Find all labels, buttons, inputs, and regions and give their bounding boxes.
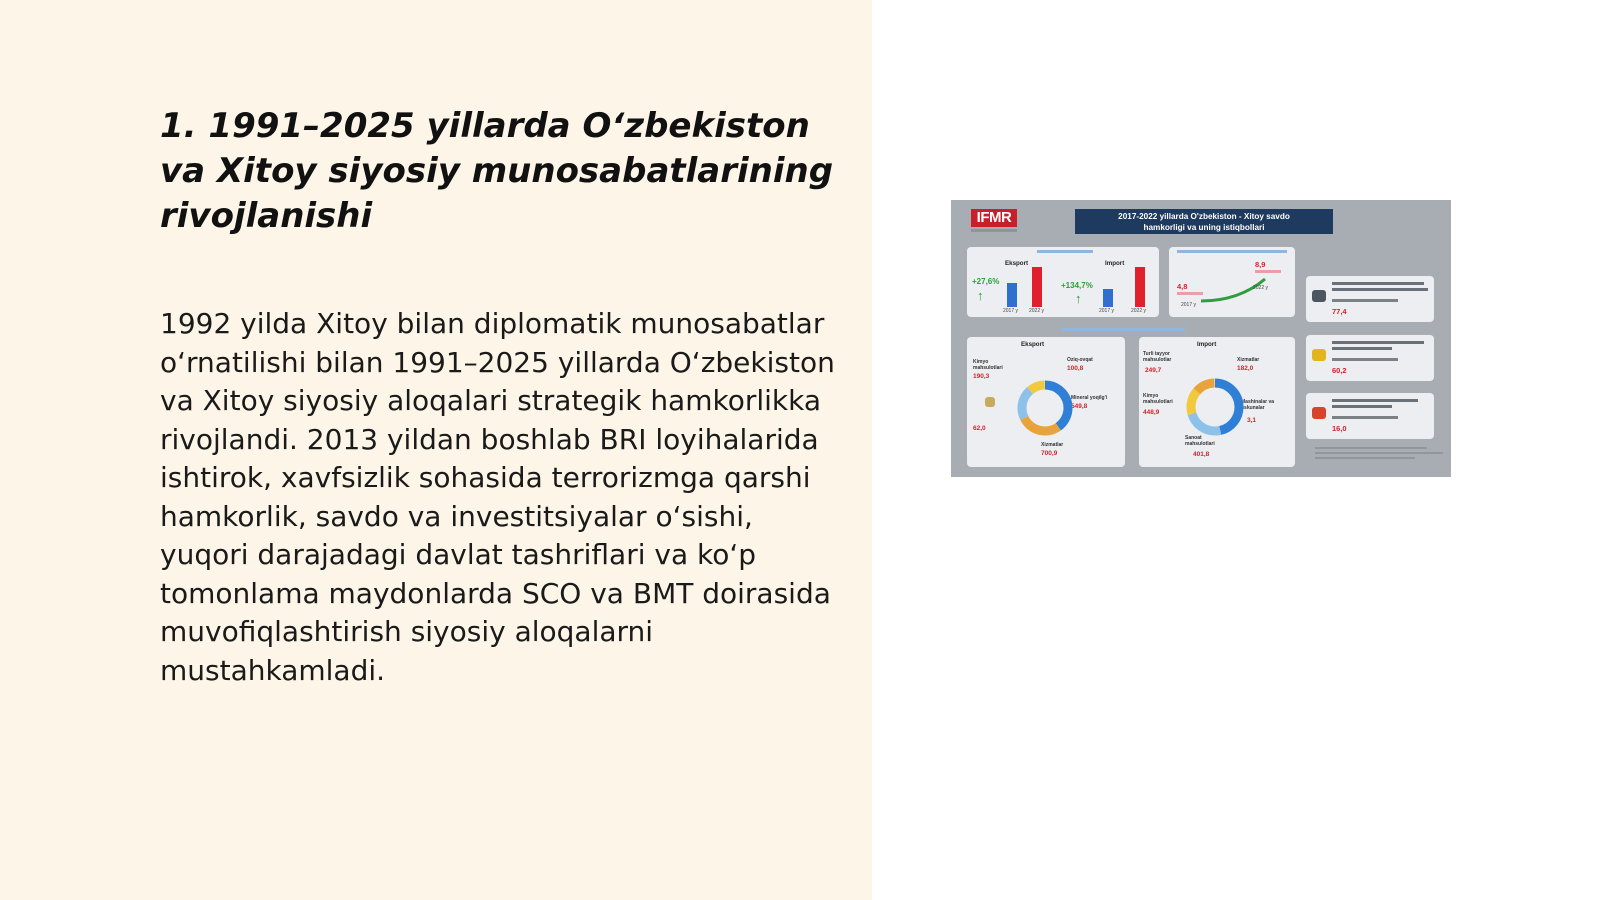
export-item-3-value: 549,8	[1071, 403, 1088, 410]
export-item-5-value: 62,0	[973, 425, 986, 432]
prospect-1-caption	[1332, 299, 1398, 302]
import-label: Import	[1105, 260, 1125, 267]
import-up-arrow-icon: ↑	[1075, 291, 1082, 306]
growth-year-2022: 2022 y	[1253, 285, 1269, 291]
slide-body-text: 1992 yilda Xitoy bilan diplomatik munosabatlar o‘rnatilishi bilan 1991–2025 yillarda O‘zbekiston va Xitoy siyosiy aloqalari strategik hamkorlikka rivojlandi. 2013 yildan boshlab BRI loyihalarida ishtirok, xavfsizlik sohasida terrorizmga qarshi hamkorlik, savdo va investitsiyalar o‘sishi, yuqori darajadagi davlat tashriflari va ko‘p tomonlama maydonlarda SCO va BMT doirasida muvofiqlashtirish siyosiy aloqalarni mustahkamladi.	[160, 307, 835, 687]
prospect-1-subtitle	[1332, 288, 1428, 291]
banner-line-2: hamkorligi va uning istiqbollari	[1143, 223, 1265, 232]
import-item-5-value: 401,8	[1193, 451, 1210, 458]
growth-end-value: 8,9	[1255, 260, 1266, 269]
export-year-2017: 2017 y	[1003, 308, 1019, 314]
growth-card	[1169, 247, 1295, 317]
export-item-2-label: Oziq-ovqat	[1067, 357, 1093, 363]
import-item-1-value: 249,7	[1145, 367, 1162, 374]
import-year-2022: 2022 y	[1131, 308, 1147, 314]
import-item-5-label: Sanoat mahsulotlari	[1185, 435, 1215, 447]
prospect-1-value: 77,4	[1332, 307, 1347, 316]
export-bar-2017	[1007, 283, 1017, 307]
prospect-2-subtitle	[1332, 347, 1392, 350]
food-package-icon	[1312, 349, 1326, 361]
export-structure-title: Eksport	[1021, 341, 1045, 348]
section-divider	[1061, 328, 1185, 331]
export-growth: +27,6%	[972, 277, 1000, 286]
prospect-3-caption	[1332, 416, 1398, 419]
import-bar-2017	[1103, 289, 1113, 307]
export-label: Eksport	[1005, 260, 1029, 267]
export-item-4-label: Xizmatlar	[1041, 442, 1064, 448]
import-item-4-value: 3,1	[1247, 417, 1257, 424]
slide-title: 1. 1991–2025 yillarda O‘zbekiston va Xitoy siyosiy munosabatlarining rivojlanishi	[160, 106, 834, 236]
chemicals-icon	[985, 397, 995, 407]
prospect-3-title	[1332, 399, 1418, 402]
import-structure-card	[1139, 337, 1295, 467]
import-item-3-label: Kimyo mahsulotlari	[1143, 393, 1173, 405]
card-header-bar	[1177, 250, 1287, 253]
import-item-3-value: 448,9	[1143, 409, 1160, 416]
export-item-2-value: 100,8	[1067, 365, 1084, 372]
prospect-card-3	[1306, 393, 1434, 439]
prospect-2-title	[1332, 341, 1424, 344]
trade-bars-card	[967, 247, 1159, 317]
prospect-2-caption	[1332, 358, 1398, 361]
infographic-title-banner	[1075, 209, 1333, 234]
prospect-card-1	[1306, 276, 1434, 322]
graduation-cap-icon	[1312, 290, 1326, 302]
prospect-3-subtitle	[1332, 405, 1392, 408]
export-structure-card	[967, 337, 1125, 467]
growth-end-unit-line	[1255, 270, 1281, 273]
import-item-1-label: Turli tayyor mahsulotlar	[1143, 351, 1172, 363]
export-bar-2022	[1032, 267, 1042, 307]
footnote-line-1	[1315, 447, 1427, 449]
logo-subtitle-bar	[971, 229, 1017, 232]
import-structure-title: Import	[1197, 341, 1217, 348]
export-item-4-value: 700,9	[1041, 450, 1058, 457]
import-bar-2022	[1135, 267, 1145, 307]
infographic-image	[951, 200, 1451, 477]
prospect-2-value: 60,2	[1332, 366, 1347, 375]
export-year-2022: 2022 y	[1029, 308, 1045, 314]
card-header-bar	[1037, 250, 1093, 253]
import-donut-chart	[1183, 375, 1247, 439]
fruit-icon	[1312, 407, 1326, 419]
growth-year-2017: 2017 y	[1181, 302, 1197, 308]
export-item-3-label: Mineral yoqilg'i	[1071, 395, 1108, 401]
export-donut-chart	[1014, 377, 1076, 439]
export-item-1-label: Kimyo mahsulotlari	[973, 359, 1003, 371]
banner-line-1: 2017-2022 yillarda O'zbekiston - Xitoy savdo	[1118, 212, 1290, 221]
footnote-line-3	[1315, 457, 1415, 459]
export-up-arrow-icon: ↑	[977, 288, 984, 303]
import-item-2-value: 182,0	[1237, 365, 1254, 372]
import-year-2017: 2017 y	[1099, 308, 1115, 314]
import-item-4-label: Mashinalar va uskunalar	[1241, 399, 1275, 411]
ifmr-logo: IFMR	[971, 209, 1017, 227]
import-growth: +134,7%	[1061, 281, 1093, 290]
prospect-3-value: 16,0	[1332, 424, 1347, 433]
footnote-line-2	[1315, 452, 1443, 454]
import-item-2-label: Xizmatlar	[1237, 357, 1260, 363]
growth-start-value: 4,8	[1177, 282, 1188, 291]
prospect-1-title	[1332, 282, 1424, 285]
prospect-card-2	[1306, 335, 1434, 381]
export-item-1-value: 190,3	[973, 373, 990, 380]
